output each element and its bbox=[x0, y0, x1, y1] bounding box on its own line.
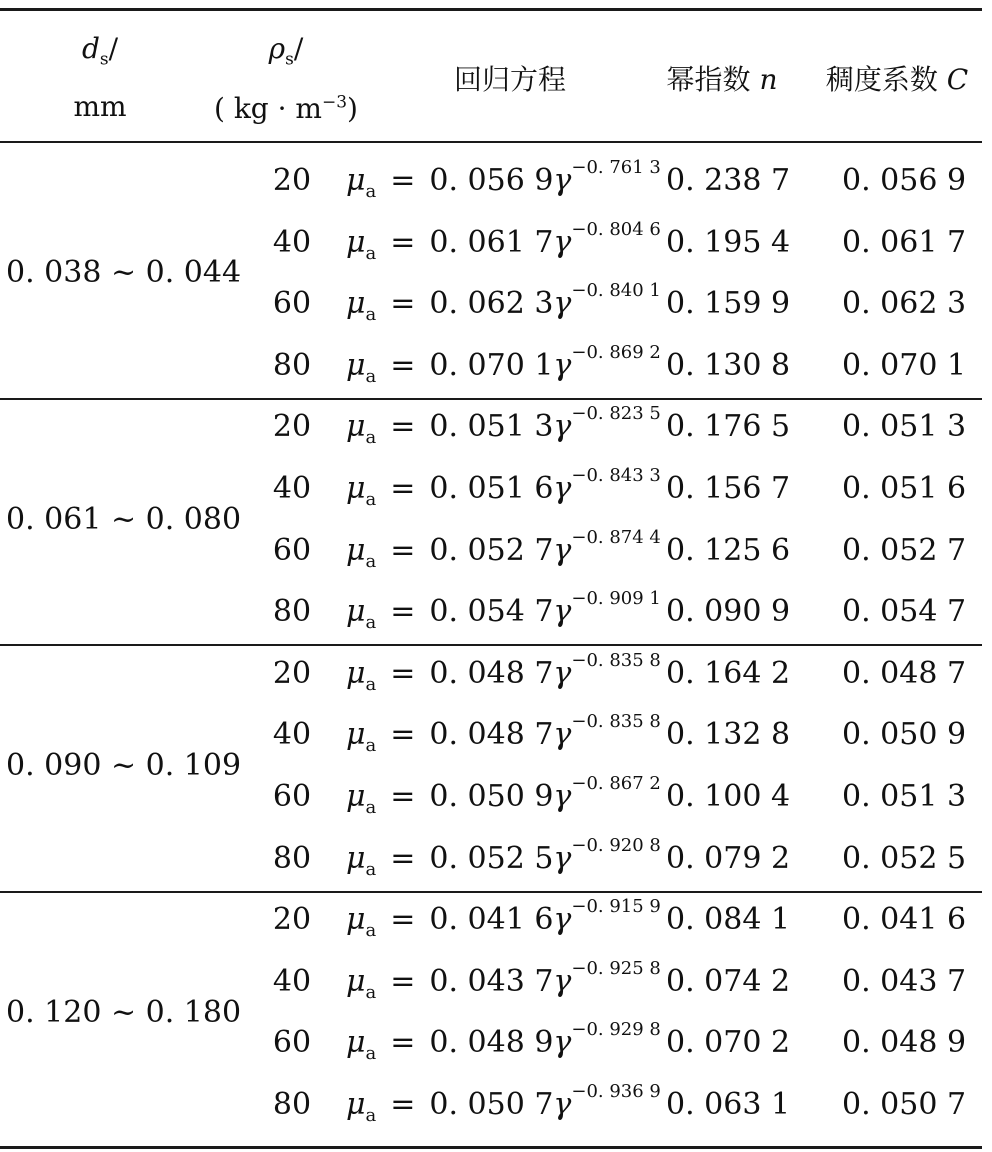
density-value: 40 bbox=[272, 963, 312, 999]
density-value: 20 bbox=[272, 409, 312, 445]
consistency-coefficient-value: 0. 070 1 bbox=[842, 347, 967, 383]
mu-symbol: $\mu_a$ bbox=[346, 902, 377, 942]
density-value: 80 bbox=[272, 1087, 312, 1122]
equation-exponent: −0. 835 8 bbox=[571, 649, 661, 671]
gamma-symbol: γ bbox=[553, 594, 572, 630]
power-index-value: 0. 132 8 bbox=[666, 717, 791, 753]
equation-exponent: −0. 915 9 bbox=[571, 896, 661, 918]
diameter-range: 0. 090 ~ 0. 109 bbox=[6, 748, 242, 784]
consistency-coefficient-value: 0. 048 9 bbox=[842, 1025, 967, 1061]
mu-symbol: $\mu_a$ bbox=[346, 471, 377, 510]
consistency-coefficient-value: 0. 052 5 bbox=[842, 840, 967, 876]
equals-sign: = bbox=[390, 224, 416, 260]
equals-sign: = bbox=[390, 163, 416, 198]
equals-sign: = bbox=[390, 347, 416, 383]
regression-equation bbox=[346, 711, 661, 757]
consistency-coefficient-value: 0. 051 3 bbox=[842, 779, 967, 814]
density-value: 80 bbox=[272, 594, 312, 630]
equation-exponent: −0. 761 3 bbox=[571, 157, 661, 178]
density-value: 40 bbox=[272, 471, 312, 506]
bottom-rule bbox=[0, 1146, 982, 1149]
density-value: 40 bbox=[272, 224, 312, 260]
consistency-coefficient-value: 0. 062 3 bbox=[842, 286, 967, 322]
power-index-value: 0. 100 4 bbox=[666, 779, 791, 814]
power-index-value: 0. 074 2 bbox=[666, 963, 791, 999]
equation-coefficient: 0. 056 9 bbox=[429, 163, 554, 198]
consistency-coefficient-value: 0. 043 7 bbox=[842, 963, 967, 999]
equals-sign: = bbox=[390, 1087, 416, 1122]
density-value: 20 bbox=[272, 163, 312, 198]
gamma-symbol: γ bbox=[553, 1025, 572, 1061]
gamma-symbol: γ bbox=[553, 1087, 572, 1122]
mu-symbol: $\mu_a$ bbox=[346, 286, 377, 326]
regression-equation bbox=[346, 465, 661, 510]
equation-exponent: −0. 835 8 bbox=[571, 711, 661, 733]
equation-coefficient: 0. 048 9 bbox=[429, 1025, 554, 1061]
equals-sign: = bbox=[390, 779, 416, 814]
equation-exponent: −0. 869 2 bbox=[571, 341, 661, 363]
mu-symbol: $\mu_a$ bbox=[346, 1087, 377, 1126]
regression-equation bbox=[346, 157, 661, 202]
equals-sign: = bbox=[390, 655, 416, 691]
equals-sign: = bbox=[390, 840, 416, 876]
mu-symbol: $\mu_a$ bbox=[346, 409, 377, 449]
diameter-range: 0. 120 ~ 0. 180 bbox=[6, 994, 242, 1030]
consistency-coefficient-value: 0. 050 7 bbox=[842, 1087, 967, 1122]
group-separator bbox=[0, 891, 982, 893]
gamma-symbol: γ bbox=[553, 532, 572, 568]
equation-exponent: −0. 843 3 bbox=[571, 465, 661, 486]
regression-equation bbox=[346, 896, 661, 942]
equation-exponent: −0. 874 4 bbox=[571, 526, 661, 548]
header-ds-unit: mm bbox=[73, 90, 127, 123]
equation-exponent: −0. 925 8 bbox=[571, 957, 661, 979]
equals-sign: = bbox=[390, 409, 416, 445]
regression-equation bbox=[346, 341, 661, 387]
regression-equation bbox=[346, 280, 661, 326]
density-value: 80 bbox=[272, 347, 312, 383]
equation-coefficient: 0. 062 3 bbox=[429, 286, 554, 322]
gamma-symbol: γ bbox=[553, 963, 572, 999]
density-value: 60 bbox=[272, 1025, 312, 1061]
regression-equation bbox=[346, 588, 661, 634]
consistency-coefficient-value: 0. 056 9 bbox=[842, 163, 967, 198]
gamma-symbol: γ bbox=[553, 471, 572, 506]
equation-coefficient: 0. 050 7 bbox=[429, 1087, 554, 1122]
equation-exponent: −0. 909 1 bbox=[571, 588, 661, 610]
power-index-value: 0. 164 2 bbox=[666, 655, 791, 691]
density-value: 80 bbox=[272, 840, 312, 876]
density-value: 60 bbox=[272, 532, 312, 568]
consistency-coefficient-value: 0. 061 7 bbox=[842, 224, 967, 260]
consistency-coefficient-value: 0. 051 3 bbox=[842, 409, 967, 445]
equation-exponent: −0. 920 8 bbox=[571, 834, 661, 856]
group-separator bbox=[0, 644, 982, 646]
equals-sign: = bbox=[390, 594, 416, 630]
equation-exponent: −0. 823 5 bbox=[571, 403, 661, 425]
header-rho-unit: ( kg · $m^{-3}$) bbox=[214, 92, 358, 125]
power-index-value: 0. 125 6 bbox=[666, 532, 791, 568]
gamma-symbol: γ bbox=[553, 409, 572, 445]
gamma-symbol: γ bbox=[553, 717, 572, 753]
mu-symbol: $\mu_a$ bbox=[346, 963, 377, 1003]
density-value: 60 bbox=[272, 779, 312, 814]
regression-equation bbox=[346, 1019, 661, 1065]
gamma-symbol: γ bbox=[553, 840, 572, 876]
power-index-value: 0. 159 9 bbox=[666, 286, 791, 322]
diameter-range: 0. 061 ~ 0. 080 bbox=[6, 501, 242, 537]
gamma-symbol: γ bbox=[553, 902, 572, 938]
gamma-symbol: γ bbox=[553, 163, 572, 198]
equation-exponent: −0. 936 9 bbox=[571, 1081, 661, 1102]
equals-sign: = bbox=[390, 532, 416, 568]
equation-coefficient: 0. 051 6 bbox=[429, 471, 554, 506]
equation-exponent: −0. 840 1 bbox=[571, 280, 661, 302]
gamma-symbol: γ bbox=[553, 224, 572, 260]
mu-symbol: $\mu_a$ bbox=[346, 779, 377, 818]
equation-coefficient: 0. 041 6 bbox=[429, 902, 554, 938]
regression-equation bbox=[346, 834, 661, 880]
regression-equation bbox=[346, 218, 661, 264]
regression-equation bbox=[346, 957, 661, 1003]
regression-equation bbox=[346, 1081, 661, 1126]
header-rule bbox=[0, 141, 982, 143]
equation-coefficient: 0. 070 1 bbox=[429, 347, 554, 383]
equals-sign: = bbox=[390, 963, 416, 999]
top-rule bbox=[0, 8, 982, 11]
equation-coefficient: 0. 054 7 bbox=[429, 594, 554, 630]
diameter-range: 0. 038 ~ 0. 044 bbox=[6, 255, 242, 291]
equation-coefficient: 0. 052 7 bbox=[429, 532, 554, 568]
equation-coefficient: 0. 052 5 bbox=[429, 840, 554, 876]
group-separator bbox=[0, 398, 982, 400]
mu-symbol: $\mu_a$ bbox=[346, 655, 377, 695]
header-rho: $\rho_s/$ bbox=[268, 32, 304, 70]
gamma-symbol: γ bbox=[553, 779, 572, 814]
mu-symbol: $\mu_a$ bbox=[346, 717, 377, 757]
power-index-value: 0. 070 2 bbox=[666, 1025, 791, 1061]
power-index-value: 0. 176 5 bbox=[666, 409, 791, 445]
regression-equation bbox=[346, 649, 661, 695]
equals-sign: = bbox=[390, 1025, 416, 1061]
equals-sign: = bbox=[390, 717, 416, 753]
equation-exponent: −0. 867 2 bbox=[571, 773, 661, 794]
consistency-coefficient-value: 0. 052 7 bbox=[842, 532, 967, 568]
equals-sign: = bbox=[390, 471, 416, 506]
density-value: 20 bbox=[272, 902, 312, 938]
header-consistency-coefficient: 稠度系数 C bbox=[825, 63, 969, 96]
consistency-coefficient-value: 0. 041 6 bbox=[842, 902, 967, 938]
consistency-coefficient-value: 0. 051 6 bbox=[842, 471, 967, 506]
gamma-symbol: γ bbox=[553, 655, 572, 691]
header-power-index: 幂指数 n bbox=[666, 63, 778, 96]
consistency-coefficient-value: 0. 050 9 bbox=[842, 717, 967, 753]
equation-coefficient: 0. 050 9 bbox=[429, 779, 554, 814]
mu-symbol: $\mu_a$ bbox=[346, 163, 377, 202]
gamma-symbol: γ bbox=[553, 286, 572, 322]
power-index-value: 0. 195 4 bbox=[666, 224, 791, 260]
header-ds: $d_s/$ bbox=[81, 32, 119, 70]
mu-symbol: $\mu_a$ bbox=[346, 347, 377, 387]
equation-coefficient: 0. 061 7 bbox=[429, 224, 554, 260]
power-index-value: 0. 084 1 bbox=[666, 902, 791, 938]
equation-coefficient: 0. 043 7 bbox=[429, 963, 554, 999]
regression-equation bbox=[346, 773, 661, 818]
power-index-value: 0. 130 8 bbox=[666, 347, 791, 383]
consistency-coefficient-value: 0. 054 7 bbox=[842, 594, 967, 630]
power-index-value: 0. 238 7 bbox=[666, 163, 791, 198]
gamma-symbol: γ bbox=[553, 347, 572, 383]
mu-symbol: $\mu_a$ bbox=[346, 1025, 377, 1065]
equals-sign: = bbox=[390, 902, 416, 938]
equation-coefficient: 0. 048 7 bbox=[429, 655, 554, 691]
power-index-value: 0. 063 1 bbox=[666, 1087, 791, 1122]
mu-symbol: $\mu_a$ bbox=[346, 840, 377, 880]
power-index-value: 0. 090 9 bbox=[666, 594, 791, 630]
power-index-value: 0. 156 7 bbox=[666, 471, 791, 506]
equation-exponent: −0. 804 6 bbox=[571, 218, 661, 240]
consistency-coefficient-value: 0. 048 7 bbox=[842, 655, 967, 691]
mu-symbol: $\mu_a$ bbox=[346, 594, 377, 634]
density-value: 40 bbox=[272, 717, 312, 753]
mu-symbol: $\mu_a$ bbox=[346, 224, 377, 264]
regression-equation bbox=[346, 526, 661, 572]
regression-equation bbox=[346, 403, 661, 449]
equation-exponent: −0. 929 8 bbox=[571, 1019, 661, 1041]
power-index-value: 0. 079 2 bbox=[666, 840, 791, 876]
density-value: 60 bbox=[272, 286, 312, 322]
equals-sign: = bbox=[390, 286, 416, 322]
equation-coefficient: 0. 051 3 bbox=[429, 409, 554, 445]
density-value: 20 bbox=[272, 655, 312, 691]
equation-coefficient: 0. 048 7 bbox=[429, 717, 554, 753]
header-equation: 回归方程 bbox=[453, 63, 566, 96]
mu-symbol: $\mu_a$ bbox=[346, 532, 377, 572]
